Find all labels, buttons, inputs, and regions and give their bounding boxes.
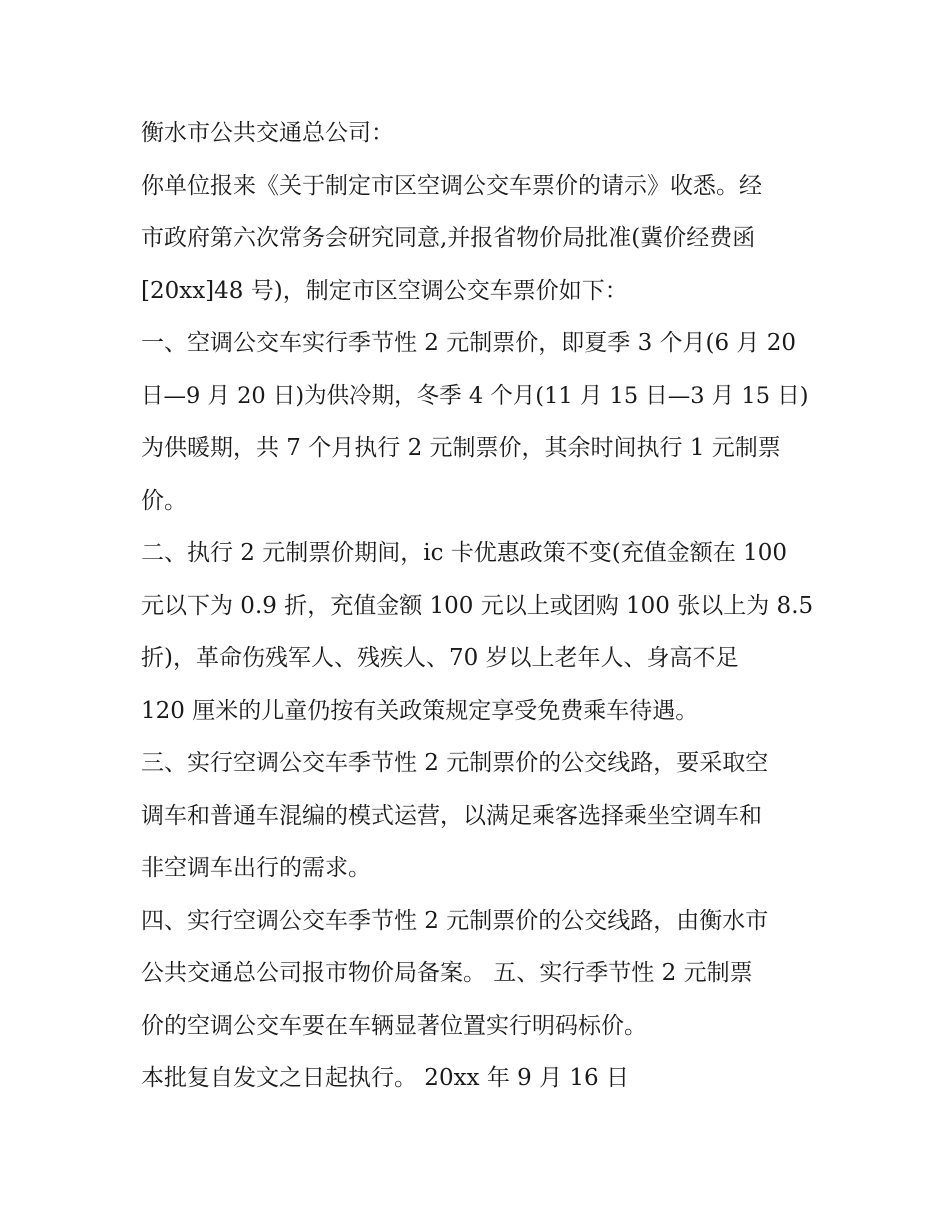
body-line: 四、实行空调公交车季节性 2 元制票价的公交线路，由衡水市 [141,907,769,934]
body-line: 折)，革命伤残军人、残疾人、70 岁以上老年人、身高不足 [141,645,739,671]
body-line: 一、空调公交车实行季节性 2 元制票价，即夏季 3 个月(6 月 20 [141,330,797,356]
body-line: 价。 [141,487,187,514]
body-line: 市政府第六次常务会研究同意,并报省物价局批准(冀价经费函 [141,225,756,251]
document-body [141,107,821,1105]
body-line: 你单位报来《关于制定市区空调公交车票价的请示》收悉。经 [141,172,762,199]
body-line: 价的空调公交车要在车辆显著位置实行明码标价。 [141,1012,647,1039]
body-line: 为供暖期，共 7 个月执行 2 元制票价，其余时间执行 1 元制票 [141,435,781,461]
body-line: 元以下为 0.9 折，充值金额 100 元以上或团购 100 张以上为 8.5 [141,592,814,619]
body-line: 公共交通总公司报市物价局备案。 五、实行季节性 2 元制票 [141,960,753,986]
body-line: 三、实行空调公交车季节性 2 元制票价的公交线路，要采取空 [141,750,769,776]
body-line: 二、执行 2 元制票价期间，ic 卡优惠政策不变(充值金额在 100 [141,540,787,566]
body-line: 日—9 月 20 日)为供冷期，冬季 4 个月(11 月 15 日—3 月 15 日) [141,382,809,409]
body-line: [20xx]48 号)，制定市区空调公交车票价如下： [141,277,628,304]
salutation-line: 衡水市公共交通总公司： [141,120,394,146]
body-line: 120 厘米的儿童仍按有关政策规定享受免费乘车待遇。 [141,697,699,724]
closing-date-line: 本批复自发文之日起执行。 20xx 年 9 月 16 日 [141,1065,629,1091]
body-line: 非空调车出行的需求。 [141,855,371,881]
body-line: 调车和普通车混编的模式运营，以满足乘客选择乘坐空调车和 [141,802,762,829]
